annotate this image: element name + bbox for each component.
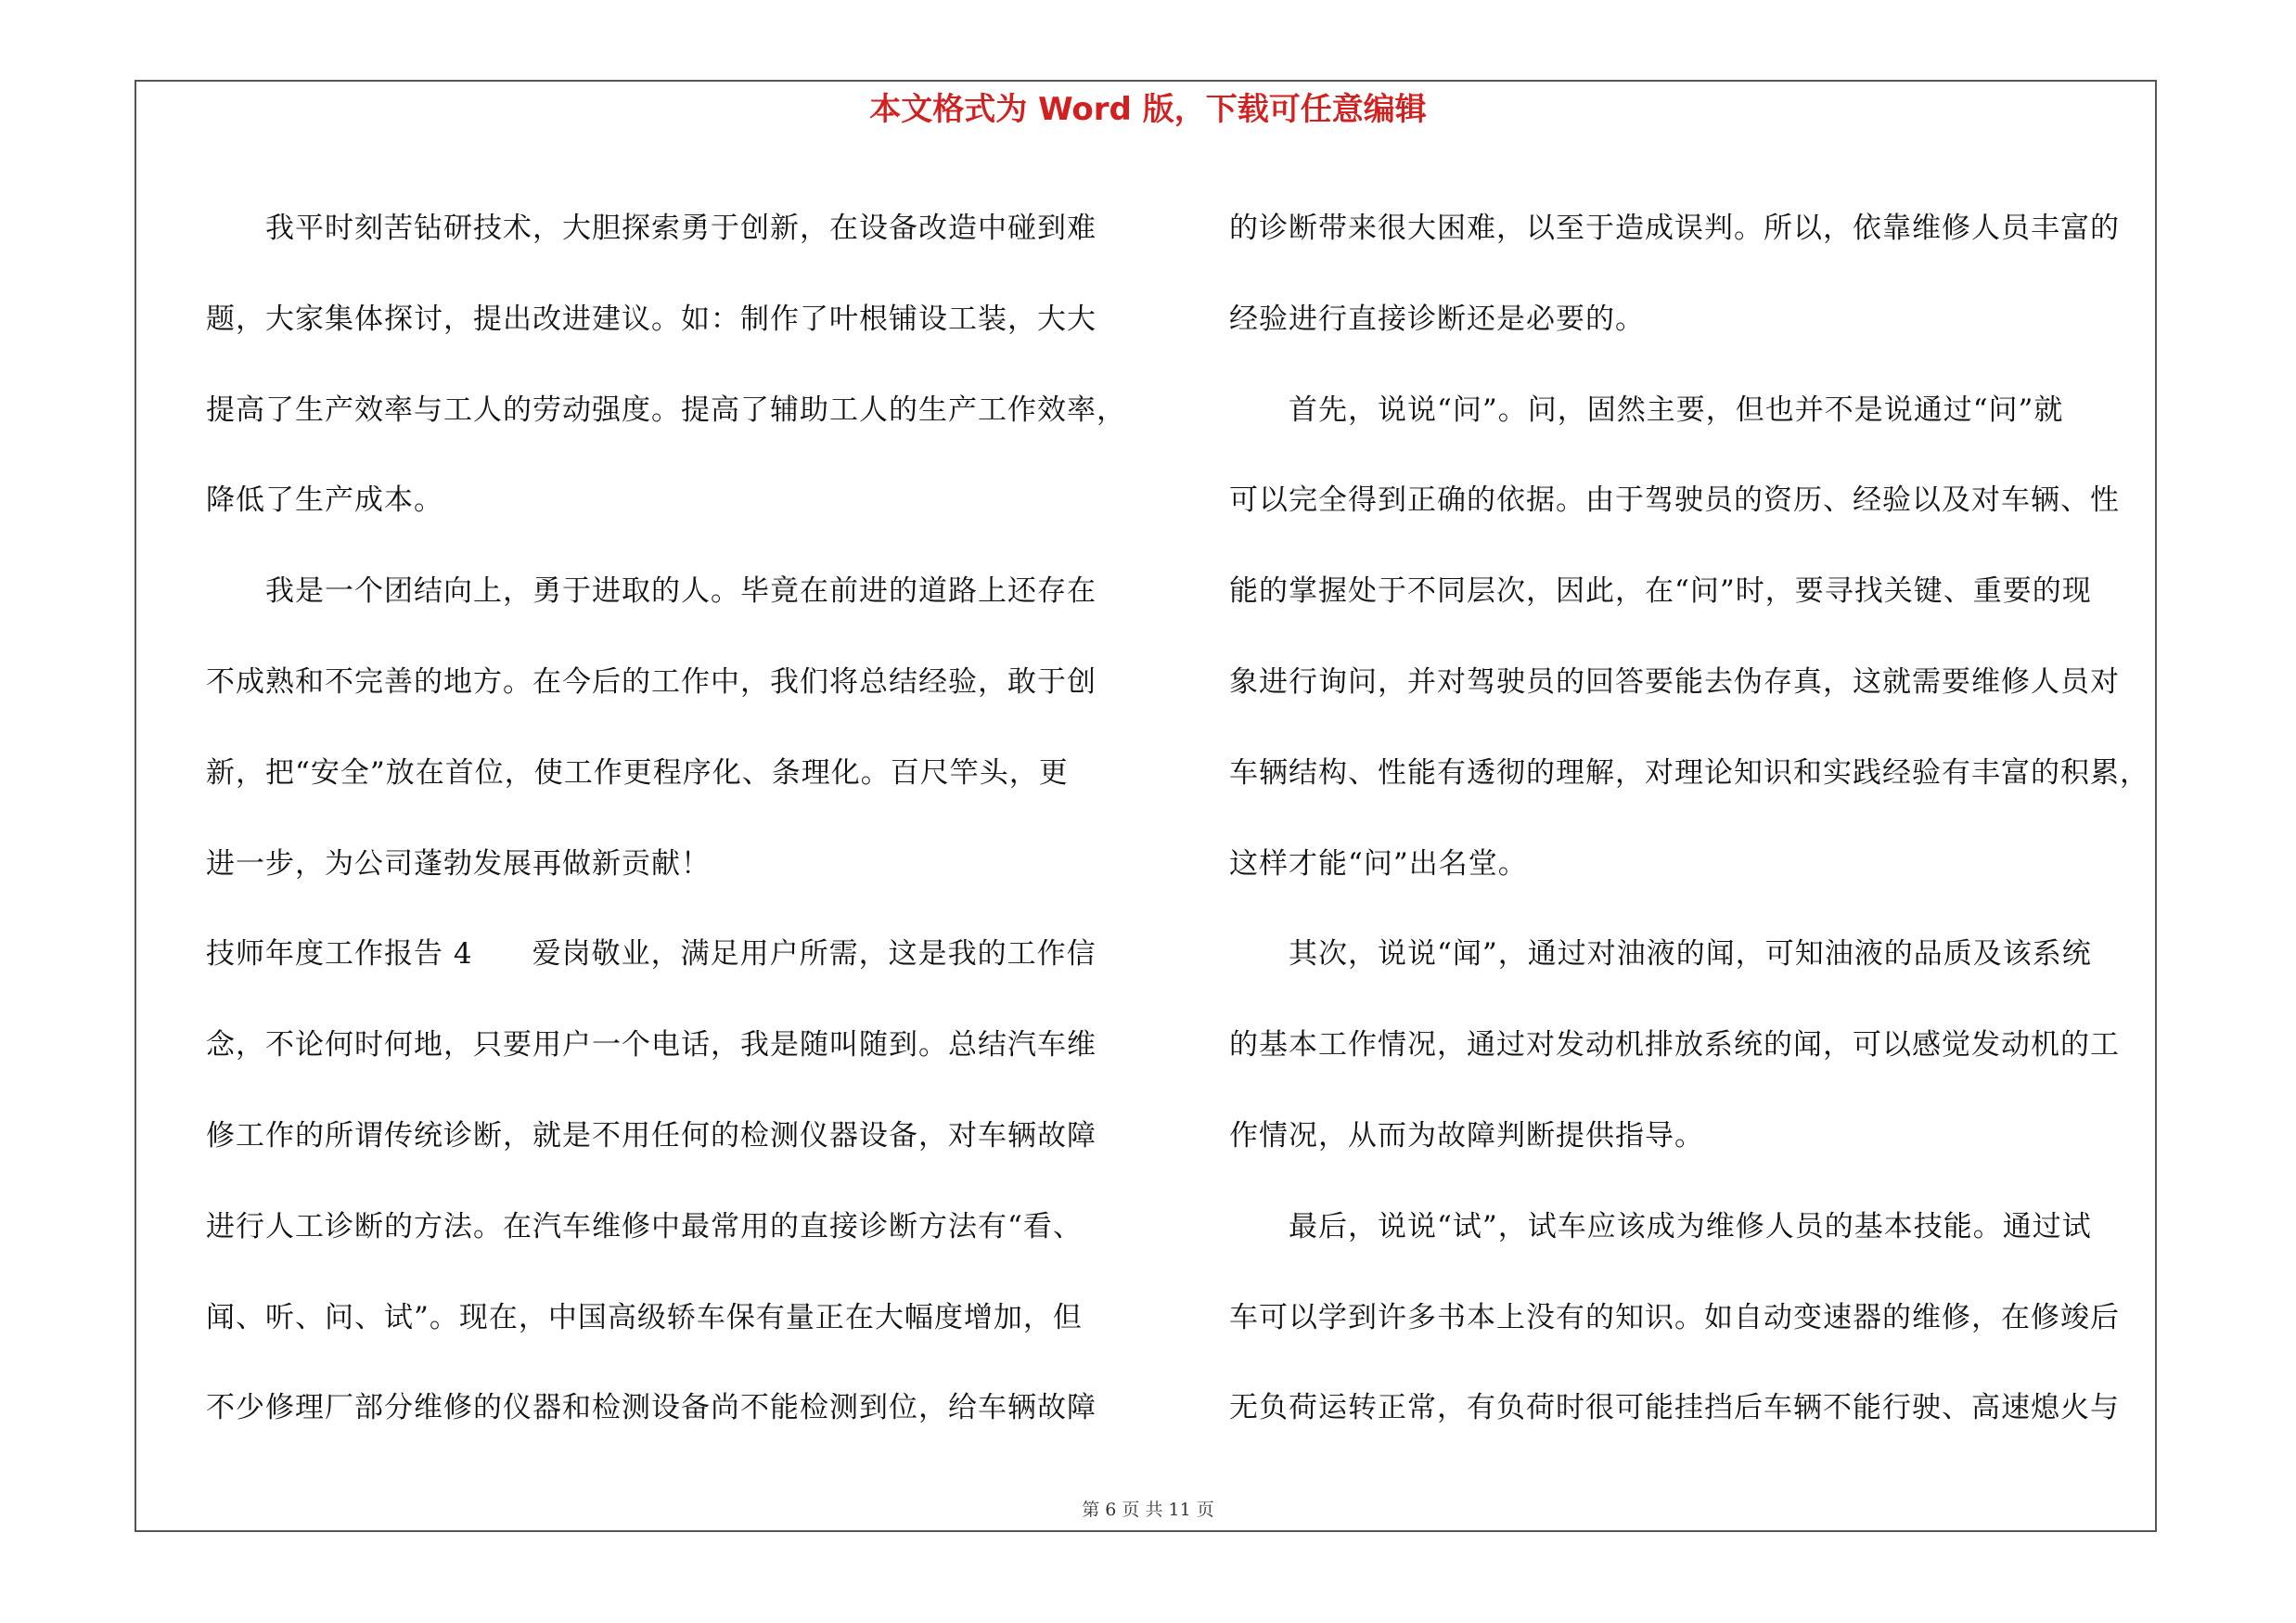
- text-line: 我是一个团结向上，勇于进取的人。毕竟在前进的道路上还存在: [206, 574, 1097, 609]
- text-line: 题，大家集体探讨，提出改进建议。如：制作了叶根铺设工装，大大: [206, 302, 1097, 336]
- text-line: 经验进行直接诊断还是必要的。: [1229, 302, 1645, 336]
- text-line: 首先，说说“问”。问，固然主要，但也并不是说通过“问”就: [1229, 393, 2064, 427]
- text-line: 提高了生产效率与工人的劳动强度。提高了辅助工人的生产工作效率，: [206, 393, 1126, 427]
- text-line: 新，把“安全”放在首位，使工作更程序化、条理化。百尺竿头，更: [206, 755, 1069, 790]
- text-line: 不成熟和不完善的地方。在今后的工作中，我们将总结经验，敢于创: [206, 664, 1097, 699]
- word-format-banner: 本文格式为 Word 版，下载可任意编辑: [869, 91, 1427, 128]
- text-line: 其次，说说“闻”，通过对油液的闻，可知油液的品质及该系统: [1229, 937, 2092, 972]
- text-line: 象进行询问，并对驾驶员的回答要能去伪存真，这就需要维修人员对: [1229, 664, 2120, 699]
- text-line: 作情况，从而为故障判断提供指导。: [1229, 1118, 1704, 1153]
- text-line: 念，不论何时何地，只要用户一个电话，我是随叫随到。总结汽车维: [206, 1028, 1097, 1063]
- right-text-column: [1229, 184, 2185, 1454]
- text-line: 车可以学到许多书本上没有的知识。如自动变速器的维修，在修竣后: [1229, 1300, 2120, 1334]
- text-line: 我平时刻苦钻研技术，大胆探索勇于创新，在设备改造中碰到难: [206, 212, 1097, 245]
- text-line: 不少修理厂部分维修的仪器和检测设备尚不能检测到位，给车辆故障: [206, 1391, 1097, 1425]
- text-line: 这样才能“问”出名堂。: [1229, 846, 1528, 881]
- left-text-column: [206, 184, 1161, 1454]
- text-line: 无负荷运转正常，有负荷时很可能挂挡后车辆不能行驶、高速熄火与: [1229, 1391, 2120, 1425]
- text-line: 进一步，为公司蓬勃发展再做新贡献！: [206, 846, 711, 881]
- page-number-footer: 第 6 页 共 11 页: [1082, 1500, 1214, 1520]
- text-line: 降低了生产成本。: [206, 483, 443, 518]
- text-line: 可以完全得到正确的依据。由于驾驶员的资历、经验以及对车辆、性: [1229, 483, 2120, 518]
- text-line: 闻、听、问、试”。现在，中国高级轿车保有量正在大幅度增加，但: [206, 1300, 1083, 1334]
- text-line: 技师年度工作报告 4 爱岗敬业，满足用户所需，这是我的工作信: [206, 937, 1097, 972]
- text-line: 的基本工作情况，通过对发动机排放系统的闻，可以感觉发动机的工: [1229, 1028, 2120, 1063]
- text-line: 进行人工诊断的方法。在汽车维修中最常用的直接诊断方法有“看、: [206, 1209, 1083, 1243]
- text-line: 修工作的所谓传统诊断，就是不用任何的检测仪器设备，对车辆故障: [206, 1118, 1097, 1153]
- text-line: 车辆结构、性能有透彻的理解，对理论知识和实践经验有丰富的积累，: [1229, 755, 2149, 790]
- text-line: 的诊断带来很大困难，以至于造成误判。所以，依靠维修人员丰富的: [1229, 212, 2120, 245]
- text-line: 最后，说说“试”，试车应该成为维修人员的基本技能。通过试: [1229, 1209, 2092, 1243]
- text-line: 能的掌握处于不同层次，因此，在“问”时，要寻找关键、重要的现: [1229, 574, 2092, 609]
